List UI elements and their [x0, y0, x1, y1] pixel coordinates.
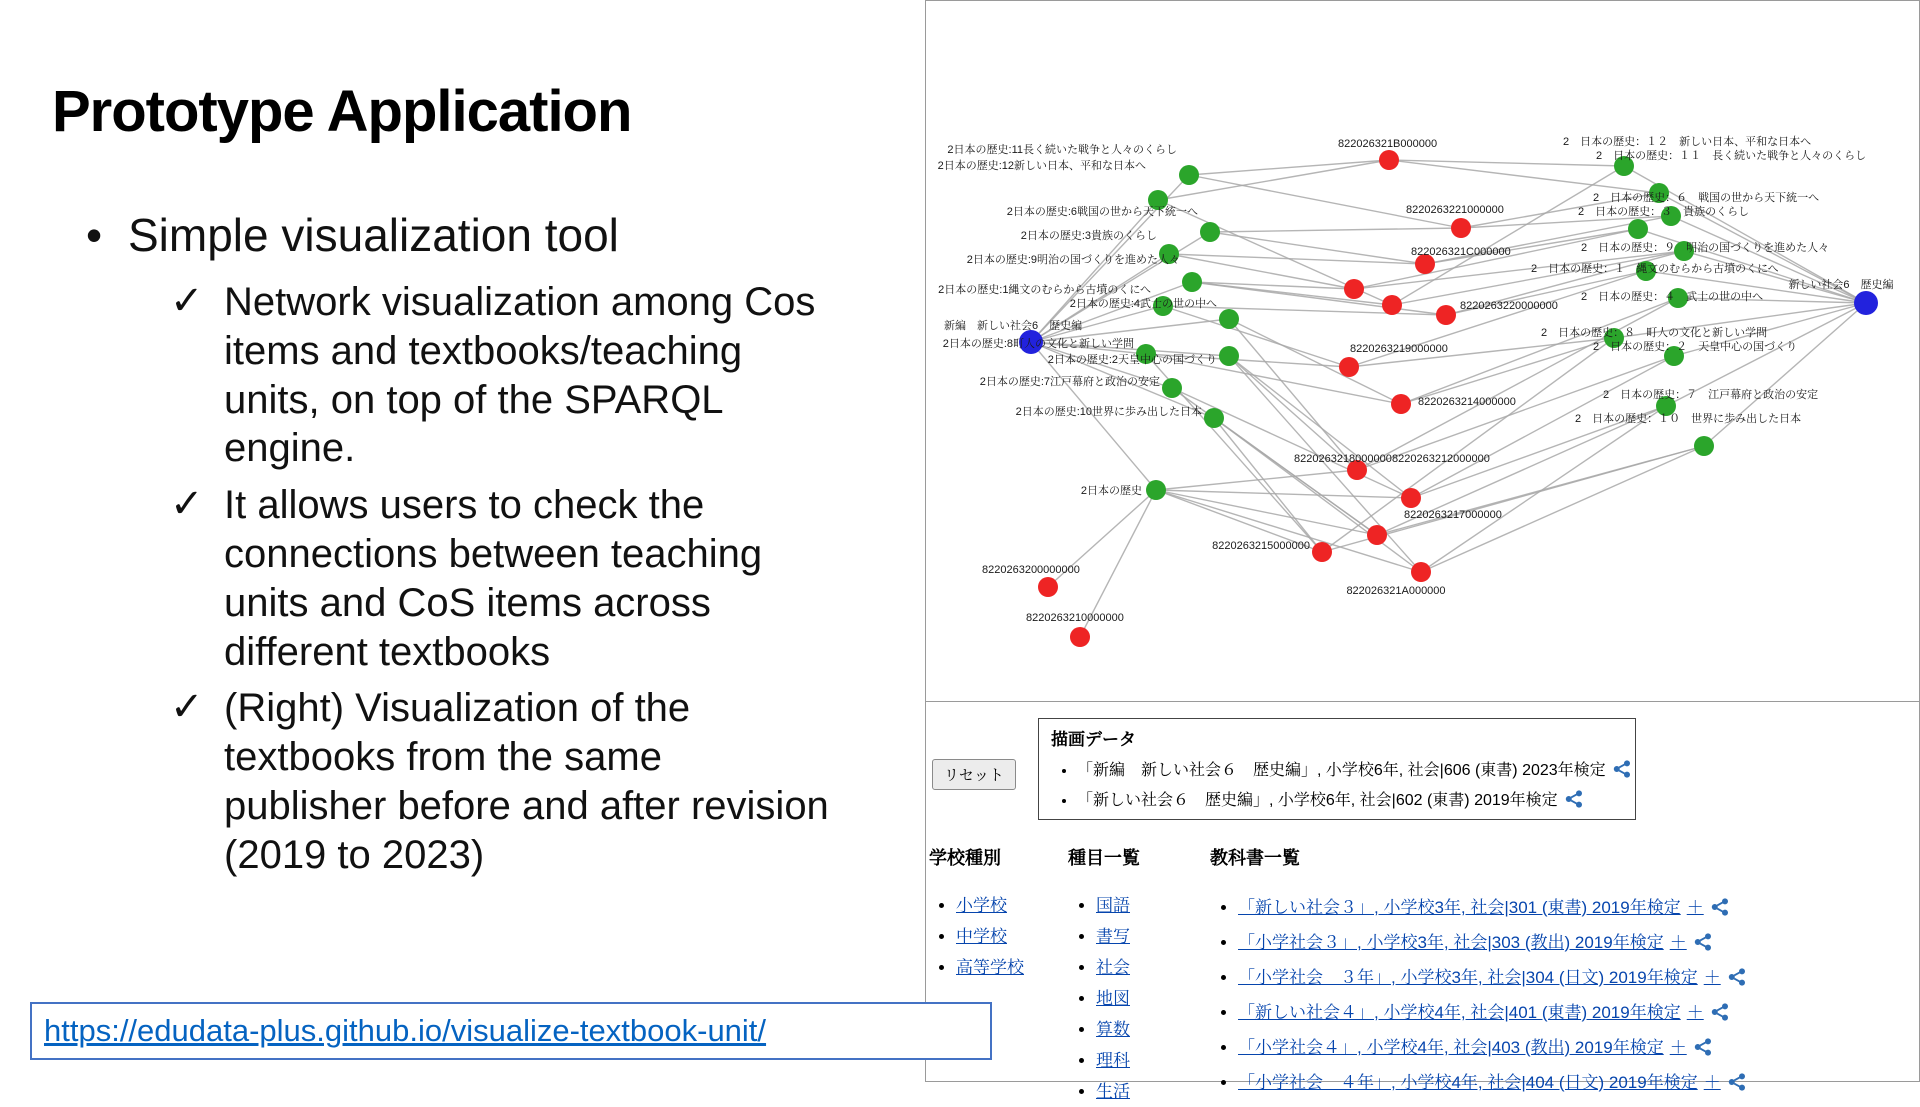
textbook-expand-link[interactable]: ＋	[1703, 968, 1721, 987]
graph-node-label: 8220263221000000	[1406, 204, 1504, 216]
network-graph[interactable]	[926, 1, 1919, 701]
textbook-item	[1238, 1065, 1747, 1100]
graph-node-label: 2日本の歴史:7江戸幕府と政治の安定	[979, 376, 1160, 388]
subject-link[interactable]: 書写	[1096, 927, 1130, 946]
graph-node-label: 2日本の歴史:2天皇中心の国づくり	[1047, 354, 1217, 366]
draw-data-box	[1038, 718, 1636, 820]
textbook-item	[1238, 925, 1747, 960]
subject-item	[1096, 1076, 1130, 1107]
textbook-expand-link[interactable]: ＋	[1686, 898, 1704, 917]
graph-node-green[interactable]	[1204, 408, 1224, 428]
school-type-link[interactable]: 中学校	[956, 927, 1007, 946]
draw-data-item	[1077, 787, 1623, 810]
share-icon[interactable]	[1727, 1072, 1747, 1092]
app-screenshot-panel	[925, 0, 1920, 1101]
graph-node-red[interactable]	[1436, 305, 1456, 325]
textbook-expand-link[interactable]: ＋	[1669, 933, 1687, 952]
graph-node-label: 新編 新しい社会6 歴史編	[944, 320, 1083, 332]
subject-item	[1096, 1045, 1130, 1076]
textbook-link[interactable]: 「新しい社会３」, 小学校3年, 社会|301 (東書) 2019年検定	[1238, 898, 1681, 917]
check-icon: ✓	[170, 279, 204, 323]
graph-node-green[interactable]	[1628, 219, 1648, 239]
share-icon[interactable]	[1727, 967, 1747, 987]
graph-node-label: 2 日本の歴史：１２ 新しい日本、平和な日本へ	[1563, 136, 1812, 148]
reset-button[interactable]: リセット	[932, 759, 1016, 790]
graph-node-label: 8220263218000000	[1294, 453, 1392, 465]
graph-node-label: 2 日本の歴史：６ 戦国の世から天下統一へ	[1593, 192, 1820, 204]
graph-node-red[interactable]	[1312, 542, 1332, 562]
subject-item	[1096, 1014, 1130, 1045]
graph-node-label: 2 日本の歴史：３ 貴族のくらし	[1578, 206, 1750, 218]
draw-data-item	[1077, 757, 1623, 780]
project-link[interactable]: https://edudata-plus.github.io/visualize-textbook-unit/	[44, 1013, 767, 1048]
graph-node-label: 新しい社会6 歴史編	[1788, 279, 1894, 291]
bullet-text: Simple visualization tool	[128, 209, 619, 261]
school-type-list	[932, 890, 1024, 983]
textbook-link[interactable]: 「小学社会３」, 小学校3年, 社会|303 (教出) 2019年検定	[1238, 933, 1664, 952]
graph-node-green[interactable]	[1219, 309, 1239, 329]
sub-bullet-item	[170, 684, 890, 879]
graph-node-label: 2日本の歴史:10世界に歩み出した日本	[1015, 406, 1202, 418]
graph-node-green[interactable]	[1179, 165, 1199, 185]
graph-node-label: 2日本の歴史:12新しい日本、平和な日本へ	[937, 160, 1146, 172]
sub-bullet-item	[170, 481, 890, 676]
graph-node-blue[interactable]	[1854, 291, 1878, 315]
graph-node-label: 2 日本の歴史：８ 町人の文化と新しい学問	[1541, 327, 1768, 339]
graph-node-label: 2日本の歴史:6戦国の世から天下統一へ	[1006, 206, 1198, 218]
graph-node-label: 8220263217000000	[1404, 509, 1502, 521]
graph-edge	[1357, 298, 1678, 470]
subject-item	[1096, 952, 1130, 983]
graph-node-red[interactable]	[1401, 488, 1421, 508]
graph-node-label: 8220263219000000	[1350, 343, 1448, 355]
check-icon: ✓	[170, 482, 204, 527]
draw-data-list	[1077, 757, 1623, 810]
sub-bullet-list	[170, 278, 890, 888]
graph-node-label: 8220263210000000	[1026, 612, 1124, 624]
graph-node-label: 2 日本の歴史：１０ 世界に歩み出した日本	[1575, 413, 1802, 425]
share-icon[interactable]	[1693, 1037, 1713, 1057]
share-icon[interactable]	[1612, 759, 1632, 779]
graph-node-label: 2日本の歴史:1縄文のむらから古墳のくにへ	[938, 284, 1151, 296]
graph-node-green[interactable]	[1200, 222, 1220, 242]
graph-edge	[1229, 319, 1357, 470]
graph-edge	[1389, 160, 1624, 166]
textbook-expand-link[interactable]: ＋	[1703, 1073, 1721, 1092]
graph-node-label: 8220263220000000	[1460, 300, 1558, 312]
page-title: Prototype Application	[52, 79, 632, 144]
textbook-link[interactable]: 「小学社会 ４年」, 小学校4年, 社会|404 (日文) 2019年検定	[1238, 1073, 1698, 1092]
textbook-link[interactable]: 「小学社会 ３年」, 小学校3年, 社会|304 (日文) 2019年検定	[1238, 968, 1698, 987]
subject-list-header: 種目一覧	[1068, 848, 1140, 868]
graph-node-label: 2日本の歴史:3貴族のくらし	[1020, 230, 1157, 242]
graph-node-label: 822026321C000000	[1411, 246, 1511, 258]
textbook-item	[1238, 960, 1747, 995]
graph-node-label: 2日本の歴史:8町人の文化と新しい学問	[942, 338, 1134, 350]
textbook-list-header: 教科書一覧	[1210, 848, 1300, 868]
graph-node-red[interactable]	[1339, 357, 1359, 377]
draw-data-text: 「新編 新しい社会６ 歴史編」, 小学校6年, 社会|606 (東書) 2023年検定	[1077, 762, 1606, 779]
textbook-expand-link[interactable]: ＋	[1686, 1003, 1704, 1022]
sub-bullet-item	[170, 278, 890, 473]
graph-node-red[interactable]	[1038, 577, 1058, 597]
textbook-list	[1214, 890, 1747, 1100]
graph-node-label: 2 日本の歴史：２ 天皇中心の国づくり	[1593, 341, 1798, 353]
bullet-icon: •	[86, 209, 103, 261]
graph-edge	[1354, 229, 1638, 289]
graph-node-label: 8220263212000000	[1392, 453, 1490, 465]
graph-node-label: 822026321A000000	[1346, 585, 1446, 597]
graph-node-label: 2 日本の歴史：４ 武士の世の中へ	[1581, 291, 1764, 303]
graph-node-red[interactable]	[1391, 394, 1411, 414]
graph-node-label: 2 日本の歴史：９ 明治の国づくりを進めた人々	[1581, 242, 1830, 254]
graph-edge	[1189, 160, 1389, 175]
textbook-link[interactable]: 「新しい社会４」, 小学校4年, 社会|401 (東書) 2019年検定	[1238, 1003, 1681, 1022]
graph-edge	[1421, 406, 1666, 572]
share-icon[interactable]	[1693, 932, 1713, 952]
share-icon[interactable]	[1710, 897, 1730, 917]
school-type-header: 学校種別	[929, 848, 1001, 868]
graph-edge	[1156, 470, 1357, 490]
graph-node-label: 2 日本の歴史：１１ 長く続いた戦争と人々のくらし	[1596, 150, 1867, 162]
graph-edge	[1189, 175, 1461, 228]
school-type-link[interactable]: 高等学校	[956, 958, 1024, 977]
graph-node-red[interactable]	[1344, 279, 1364, 299]
check-icon: ✓	[170, 685, 204, 730]
graph-node-label: 8220263215000000	[1212, 540, 1310, 552]
graph-node-red[interactable]	[1411, 562, 1431, 582]
graph-node-red[interactable]	[1367, 525, 1387, 545]
subject-item	[1096, 890, 1130, 921]
graph-node-green[interactable]	[1146, 480, 1166, 500]
school-type-item	[956, 921, 1024, 952]
textbook-link[interactable]: 「小学社会４」, 小学校4年, 社会|403 (教出) 2019年検定	[1238, 1038, 1664, 1057]
graph-node-label: 8220263214000000	[1418, 396, 1516, 408]
share-icon[interactable]	[1564, 789, 1584, 809]
textbook-item	[1238, 1030, 1747, 1065]
graph-node-green[interactable]	[1694, 436, 1714, 456]
subject-link[interactable]: 理科	[1096, 1051, 1130, 1070]
graph-node-red[interactable]	[1070, 627, 1090, 647]
school-type-item	[956, 952, 1024, 983]
draw-data-title: 描画データ	[1051, 730, 1136, 749]
graph-node-label: 822026321B000000	[1338, 138, 1438, 150]
graph-node-green[interactable]	[1219, 346, 1239, 366]
school-type-item	[956, 890, 1024, 921]
graph-edge	[1210, 228, 1461, 232]
subject-link[interactable]: 生活	[1096, 1082, 1130, 1101]
project-link-box	[30, 1002, 992, 1060]
subject-list	[1072, 890, 1130, 1107]
sub-bullet-text: It allows users to check the connections between teaching units and CoS items across different textbooks	[224, 483, 763, 674]
network-graph-area[interactable]	[926, 1, 1919, 702]
textbook-item	[1238, 890, 1747, 925]
sub-bullet-text: (Right) Visualization of the textbooks from the same publisher before and after revision (2019 to 2023)	[224, 686, 829, 877]
share-icon[interactable]	[1710, 1002, 1730, 1022]
subject-link[interactable]: 国語	[1096, 896, 1130, 915]
school-type-link[interactable]: 小学校	[956, 896, 1007, 915]
graph-node-label: 8220263200000000	[982, 564, 1080, 576]
graph-node-label: 2日本の歴史:4武士の世の中へ	[1069, 298, 1217, 310]
textbook-item	[1238, 995, 1747, 1030]
graph-node-label: 2 日本の歴史：７ 江戸幕府と政治の安定	[1603, 389, 1819, 401]
subject-link[interactable]: 地図	[1096, 989, 1130, 1008]
subject-item	[1096, 921, 1130, 952]
graph-node-red[interactable]	[1382, 295, 1402, 315]
bullet-item	[86, 208, 619, 262]
subject-link[interactable]: 社会	[1096, 958, 1130, 977]
subject-link[interactable]: 算数	[1096, 1020, 1130, 1039]
graph-node-label: 2日本の歴史:11長く続いた戦争と人々のくらし	[947, 144, 1177, 156]
draw-data-text: 「新しい社会６ 歴史編」, 小学校6年, 社会|602 (東書) 2019年検定	[1077, 792, 1558, 809]
textbook-expand-link[interactable]: ＋	[1669, 1038, 1687, 1057]
graph-node-red[interactable]	[1451, 218, 1471, 238]
graph-node-label: 2 日本の歴史：１ 縄文のむらから古墳のくにへ	[1531, 263, 1779, 275]
subject-item	[1096, 983, 1130, 1014]
sub-bullet-text: Network visualization among Cos items and textbooks/teaching units, on top of the SPARQL engine.	[224, 280, 816, 471]
graph-edge	[1156, 490, 1377, 535]
graph-node-label: 2日本の歴史	[1080, 485, 1142, 497]
graph-node-red[interactable]	[1379, 150, 1399, 170]
graph-node-label: 2日本の歴史:9明治の国づくりを進めた人々	[966, 254, 1180, 266]
graph-node-green[interactable]	[1162, 378, 1182, 398]
graph-edge	[1156, 490, 1411, 498]
controls-panel	[926, 702, 1919, 1101]
graph-node-green[interactable]	[1182, 272, 1202, 292]
